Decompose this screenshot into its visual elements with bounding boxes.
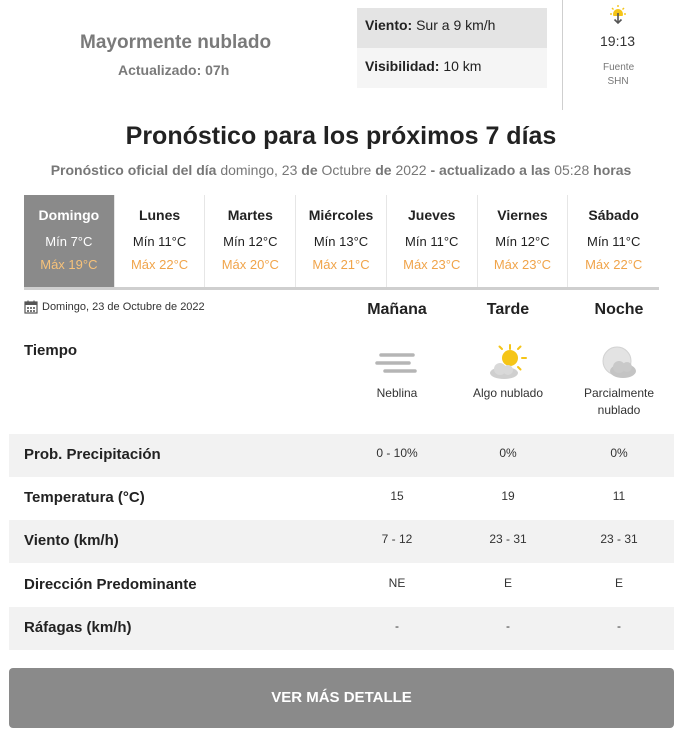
- visibility-box: [357, 48, 547, 88]
- day-min: Mín 7°C: [45, 234, 93, 249]
- row-value: -: [395, 619, 399, 633]
- row-value: 11: [612, 489, 626, 503]
- day-min: Mín 11°C: [405, 234, 459, 249]
- day-name: Domingo: [38, 207, 100, 223]
- partly-cloudy-sun-icon: [486, 343, 530, 383]
- tab-sabado[interactable]: [568, 195, 659, 287]
- column-manana: Mañana: [367, 301, 427, 318]
- row-value: 23 - 31: [600, 532, 638, 546]
- day-max: Máx 23°C: [493, 257, 552, 272]
- tab-viernes[interactable]: [478, 195, 569, 287]
- day-max: Máx 23°C: [403, 257, 461, 272]
- tab-jueves[interactable]: [387, 195, 478, 287]
- row-value: 23 - 31: [489, 532, 527, 546]
- visibility-value: 10 km: [443, 58, 482, 74]
- day-max: Máx 22°C: [130, 257, 189, 272]
- row-value: -: [506, 619, 510, 633]
- row-label: Viento (km/h): [24, 532, 119, 549]
- subtitle-de: de: [301, 162, 318, 178]
- weather-desc-noche: Parcialmente nublado: [583, 386, 655, 417]
- more-detail-button[interactable]: VER MÁS DETALLE: [9, 668, 674, 728]
- day-name: Miércoles: [308, 207, 374, 223]
- updated-value: 07h: [205, 62, 230, 78]
- weather-desc-manana: Neblina: [376, 386, 418, 400]
- tab-lunes[interactable]: [115, 195, 206, 287]
- row-value: E: [503, 576, 512, 590]
- subtitle-year: 2022: [395, 162, 427, 178]
- row-value: 0 - 10%: [376, 446, 418, 460]
- day-min: Mín 12°C: [495, 234, 550, 249]
- day-name: Viernes: [497, 207, 548, 223]
- day-min: Mín 12°C: [223, 234, 278, 249]
- row-value: E: [614, 576, 623, 590]
- sunset-icon: [607, 4, 629, 26]
- row-value: NE: [388, 576, 406, 590]
- fog-icon: [375, 343, 419, 383]
- selected-date-text: Domingo, 23 de Octubre de 2022: [42, 301, 205, 313]
- subtitle-updated: - actualizado a las: [430, 162, 551, 178]
- tab-miercoles[interactable]: [296, 195, 387, 287]
- visibility-label: Visibilidad:: [365, 58, 440, 74]
- day-max: Máx 22°C: [585, 257, 643, 272]
- subtitle-de: de: [375, 162, 392, 178]
- current-condition-text: Mayormente nublado: [80, 32, 272, 53]
- subtitle-month: Octubre: [321, 162, 372, 178]
- subtitle-time: 05:28: [554, 162, 590, 178]
- row-value: 0%: [499, 446, 517, 460]
- calendar-icon: [24, 300, 38, 314]
- updated-label: Actualizado:: [118, 62, 202, 78]
- column-tarde: Tarde: [486, 301, 530, 318]
- day-max: Máx 19°C: [40, 257, 98, 272]
- row-label: Temperatura (°C): [24, 489, 145, 506]
- sunset-time: 19:13: [600, 33, 636, 49]
- wind-box: [357, 8, 547, 48]
- row-label: Prob. Precipitación: [24, 446, 161, 463]
- day-min: Mín 11°C: [132, 234, 187, 249]
- table-row: [9, 477, 674, 520]
- day-name: Martes: [227, 207, 273, 223]
- subtitle-prefix: Pronóstico oficial del día: [50, 162, 217, 178]
- tab-martes[interactable]: [205, 195, 296, 287]
- day-name: Jueves: [407, 207, 456, 223]
- row-label: Ráfagas (km/h): [24, 619, 132, 636]
- day-max: Máx 20°C: [221, 257, 279, 272]
- tab-domingo[interactable]: [24, 195, 115, 287]
- day-name: Lunes: [138, 207, 181, 223]
- column-noche: Noche: [594, 301, 644, 318]
- selected-date: [24, 300, 205, 314]
- table-row: [9, 434, 674, 477]
- row-value: -: [617, 619, 621, 633]
- day-tabs: [24, 195, 659, 290]
- subtitle-weekday: domingo, 23: [220, 162, 298, 178]
- row-label: Dirección Predominante: [24, 576, 197, 593]
- divider: [562, 0, 563, 110]
- day-min: Mín 13°C: [313, 234, 369, 249]
- row-value: 0%: [610, 446, 628, 460]
- wind-label: Viento:: [365, 17, 413, 33]
- source-value: SHN: [607, 76, 629, 87]
- tiempo-label: Tiempo: [24, 342, 78, 359]
- weather-desc-tarde: Algo nublado: [472, 386, 544, 400]
- row-value: 7 - 12: [381, 532, 413, 546]
- day-name: Sábado: [588, 207, 639, 223]
- table-row: [9, 607, 674, 650]
- updated-line: [118, 62, 229, 78]
- table-row: [9, 520, 674, 563]
- current-conditions: [0, 0, 682, 110]
- source-label: Fuente: [603, 62, 635, 73]
- row-value: 15: [390, 489, 404, 503]
- day-min: Mín 11°C: [586, 234, 641, 249]
- forecast-subtitle: [0, 162, 682, 178]
- day-max: Máx 21°C: [312, 257, 370, 272]
- wind-value: Sur a 9 km/h: [416, 17, 496, 33]
- row-value: 19: [501, 489, 515, 503]
- forecast-title: Pronóstico para los próximos 7 días: [125, 122, 557, 150]
- table-row: [9, 564, 674, 607]
- partly-cloudy-night-icon: [597, 343, 641, 383]
- subtitle-hours: horas: [593, 162, 632, 178]
